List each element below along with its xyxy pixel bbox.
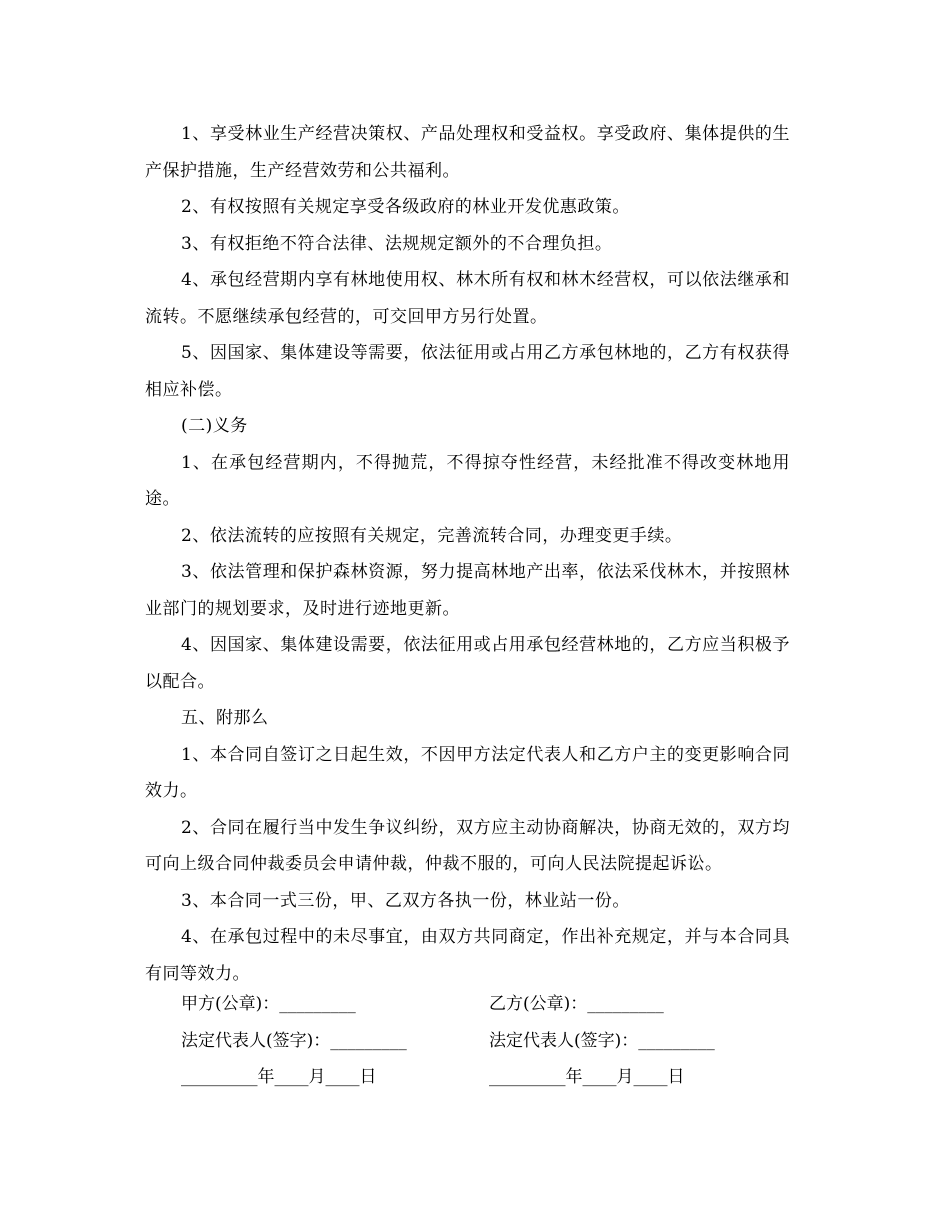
party-a-representative-field: 法定代表人(签字)：_________ — [181, 1030, 407, 1051]
paragraph-obligation-4: 4、因国家、集体建设需要，依法征用或占用承包经营林地的，乙方应当积极予以配合。 — [145, 635, 790, 692]
signature-block — [145, 986, 790, 1096]
paragraph-supplementary-2: 2、合同在履行当中发生争议纠纷，双方应主动协商解决，协商无效的，双方均可向上级合同仲裁委员会申请仲裁，仲裁不服的，可向人民法院提起诉讼。 — [145, 817, 790, 874]
paragraph-right-1: 1、享受林业生产经营决策权、产品处理权和受益权。享受政府、集体提供的生产保护措施，生产经营效劳和公共福利。 — [145, 124, 790, 181]
contract-body — [145, 116, 790, 992]
paragraph-obligation-2: 2、依法流转的应按照有关规定，完善流转合同，办理变更手续。 — [181, 525, 683, 546]
party-a-seal-field: 甲方(公章)：_________ — [181, 994, 356, 1014]
paragraph-right-2: 2、有权按照有关规定享受各级政府的林业开发优惠政策。 — [181, 197, 630, 217]
paragraph-obligation-3: 3、依法管理和保护森林资源，努力提高林地产出率，依法采伐林木，并按照林业部门的规划要求，及时进行迹地更新。 — [145, 562, 790, 619]
section-heading-obligations: (二)义务 — [181, 416, 248, 436]
paragraph-supplementary-4: 4、在承包过程中的未尽事宜，由双方共同商定，作出补充规定，并与本合同具有同等效力。 — [145, 927, 790, 984]
paragraph-right-4: 4、承包经营期内享有林地使用权、林木所有权和林木经营权，可以依法继承和流转。不愿继续承包经营的，可交回甲方另行处置。 — [145, 270, 790, 327]
signature-row-seal — [145, 986, 790, 1023]
paragraph-obligation-1: 1、在承包经营期内，不得抛荒，不得掠夺性经营，未经批准不得改变林地用途。 — [145, 452, 790, 509]
party-b-representative-field: 法定代表人(签字)：_________ — [489, 1030, 715, 1051]
signature-row-date — [145, 1059, 790, 1096]
party-b-seal-field: 乙方(公章)：_________ — [489, 994, 664, 1014]
paragraph-right-3: 3、有权拒绝不符合法律、法规规定额外的不合理负担。 — [181, 233, 613, 254]
signature-row-representative — [145, 1023, 790, 1060]
party-b-date-field: _________年____月____日 — [489, 1067, 685, 1087]
paragraph-right-5: 5、因国家、集体建设等需要，依法征用或占用乙方承包林地的，乙方有权获得相应补偿。 — [145, 343, 790, 400]
section-heading-supplementary: 五、附那么 — [181, 708, 269, 728]
party-a-date-field: _________年____月____日 — [181, 1067, 377, 1087]
paragraph-supplementary-1: 1、本合同自签订之日起生效，不因甲方法定代表人和乙方户主的变更影响合同效力。 — [145, 744, 790, 801]
paragraph-supplementary-3: 3、本合同一式三份，甲、乙双方各执一份，林业站一份。 — [181, 890, 630, 911]
